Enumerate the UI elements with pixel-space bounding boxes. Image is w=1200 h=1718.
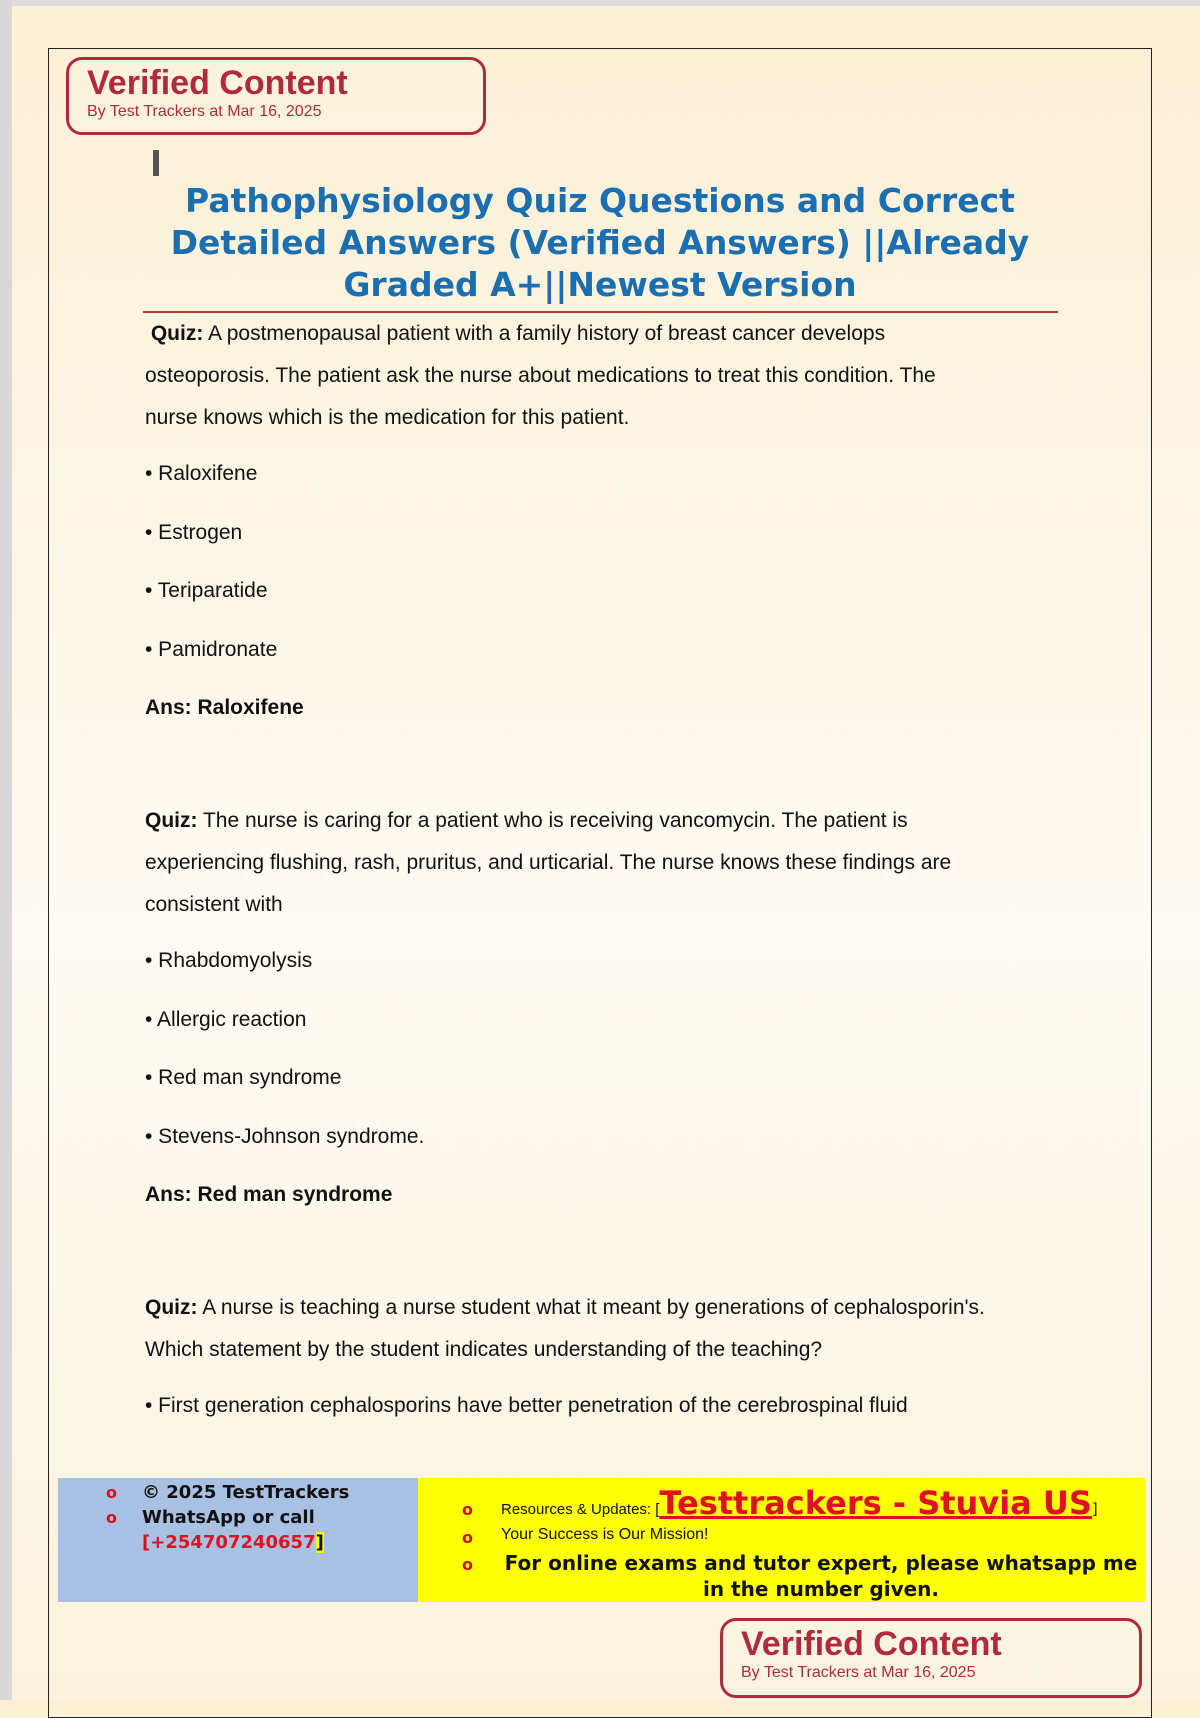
footer-copyright-row bbox=[58, 1480, 418, 1505]
question-line: nurse knows which is the medication for this patient. bbox=[145, 406, 630, 429]
top-edge-shade bbox=[0, 0, 1200, 6]
question-line: Which statement by the student indicates understanding of the teaching? bbox=[145, 1338, 823, 1361]
question-text: A nurse is teaching a nurse student what it meant by generations of cephalosporin's. bbox=[202, 1296, 985, 1319]
correct-answer: Ans: Red man syndrome bbox=[145, 1183, 393, 1206]
question-line bbox=[145, 313, 1065, 355]
quiz-label: Quiz: bbox=[145, 1296, 198, 1319]
answer-option: • Allergic reaction bbox=[145, 1007, 307, 1031]
promo-line-2: in the number given. bbox=[702, 1577, 939, 1601]
bullet-icon: o bbox=[462, 1528, 473, 1547]
title-line-1: Pathophysiology Quiz Questions and Correct bbox=[185, 181, 1015, 220]
answer-option: • Pamidronate bbox=[145, 637, 278, 661]
stamp-title: Verified Content bbox=[87, 64, 348, 102]
resources-bracket-close: ] bbox=[1091, 1500, 1098, 1518]
footer-resources-row bbox=[501, 1484, 1098, 1522]
phone-bracket-open: [ bbox=[142, 1532, 151, 1553]
bullet-icon: o bbox=[106, 1508, 117, 1527]
answer-option: • First generation cephalosporins have better penetration of the cerebrospinal fluid bbox=[145, 1394, 908, 1417]
answer-option: • Stevens-Johnson syndrome. bbox=[145, 1124, 425, 1148]
resources-label: Resources & Updates: [ bbox=[501, 1501, 660, 1518]
correct-answer: Ans: Raloxifene bbox=[145, 696, 304, 719]
footer-mission: Your Success is Our Mission! bbox=[501, 1526, 709, 1543]
stamp-subtitle: By Test Trackers at Mar 16, 2025 bbox=[87, 103, 322, 120]
text-cursor-mark bbox=[153, 150, 159, 176]
answer-option: • Rhabdomyolysis bbox=[145, 949, 313, 972]
answer-option: • Red man syndrome bbox=[145, 1066, 342, 1089]
bullet-icon: o bbox=[106, 1483, 117, 1502]
footer-phone-row bbox=[58, 1530, 418, 1555]
verified-stamp-top bbox=[66, 57, 486, 135]
question-line bbox=[145, 1287, 1065, 1329]
question-text: A postmenopausal patient with a family history of breast cancer develops bbox=[208, 322, 886, 345]
question-block-1 bbox=[145, 313, 1065, 738]
footer-phone[interactable] bbox=[142, 1530, 324, 1555]
verified-stamp-bottom bbox=[720, 1618, 1142, 1698]
footer-copyright: © 2025 TestTrackers bbox=[142, 1482, 350, 1503]
question-text: The nurse is caring for a patient who is receiving vancomycin. The patient is bbox=[202, 809, 908, 832]
question-block-3 bbox=[145, 1287, 1065, 1436]
phone-bracket-close: ] bbox=[315, 1532, 324, 1553]
footer-promo bbox=[501, 1550, 1141, 1602]
quiz-label: Quiz: bbox=[150, 322, 204, 345]
footer-whatsapp-label: WhatsApp or call bbox=[142, 1507, 315, 1528]
bullet-icon: o bbox=[462, 1500, 473, 1519]
footer-whatsapp-row bbox=[58, 1505, 418, 1530]
stamp-title: Verified Content bbox=[741, 1625, 1002, 1663]
bullet-icon: o bbox=[462, 1555, 473, 1574]
answer-option: • Teriparatide bbox=[145, 579, 268, 602]
footer-resources-panel bbox=[418, 1478, 1145, 1602]
stuvia-link[interactable]: Testtrackers - Stuvia US bbox=[659, 1484, 1092, 1522]
question-block-2 bbox=[145, 800, 1065, 1225]
stamp-subtitle: By Test Trackers at Mar 16, 2025 bbox=[741, 1664, 976, 1681]
question-line: osteoporosis. The patient ask the nurse about medications to treat this condition. The bbox=[145, 364, 936, 387]
promo-line-1: For online exams and tutor expert, please whatsapp me bbox=[504, 1551, 1138, 1575]
footer-contact-panel bbox=[58, 1478, 418, 1602]
question-line: consistent with bbox=[145, 893, 283, 916]
title-line-3: Graded A+||Newest Version bbox=[343, 265, 857, 304]
question-line: experiencing flushing, rash, pruritus, and urticarial. The nurse knows these findings are bbox=[145, 851, 952, 874]
document-title bbox=[145, 180, 1055, 306]
answer-option: • Raloxifene bbox=[145, 462, 258, 485]
title-line-2: Detailed Answers (Verified Answers) ||Already bbox=[170, 223, 1030, 262]
question-line bbox=[145, 800, 1065, 842]
quiz-label: Quiz: bbox=[145, 809, 198, 832]
left-edge-shade bbox=[0, 0, 12, 1700]
answer-option: • Estrogen bbox=[145, 520, 243, 544]
phone-number: +254707240657 bbox=[150, 1532, 316, 1553]
